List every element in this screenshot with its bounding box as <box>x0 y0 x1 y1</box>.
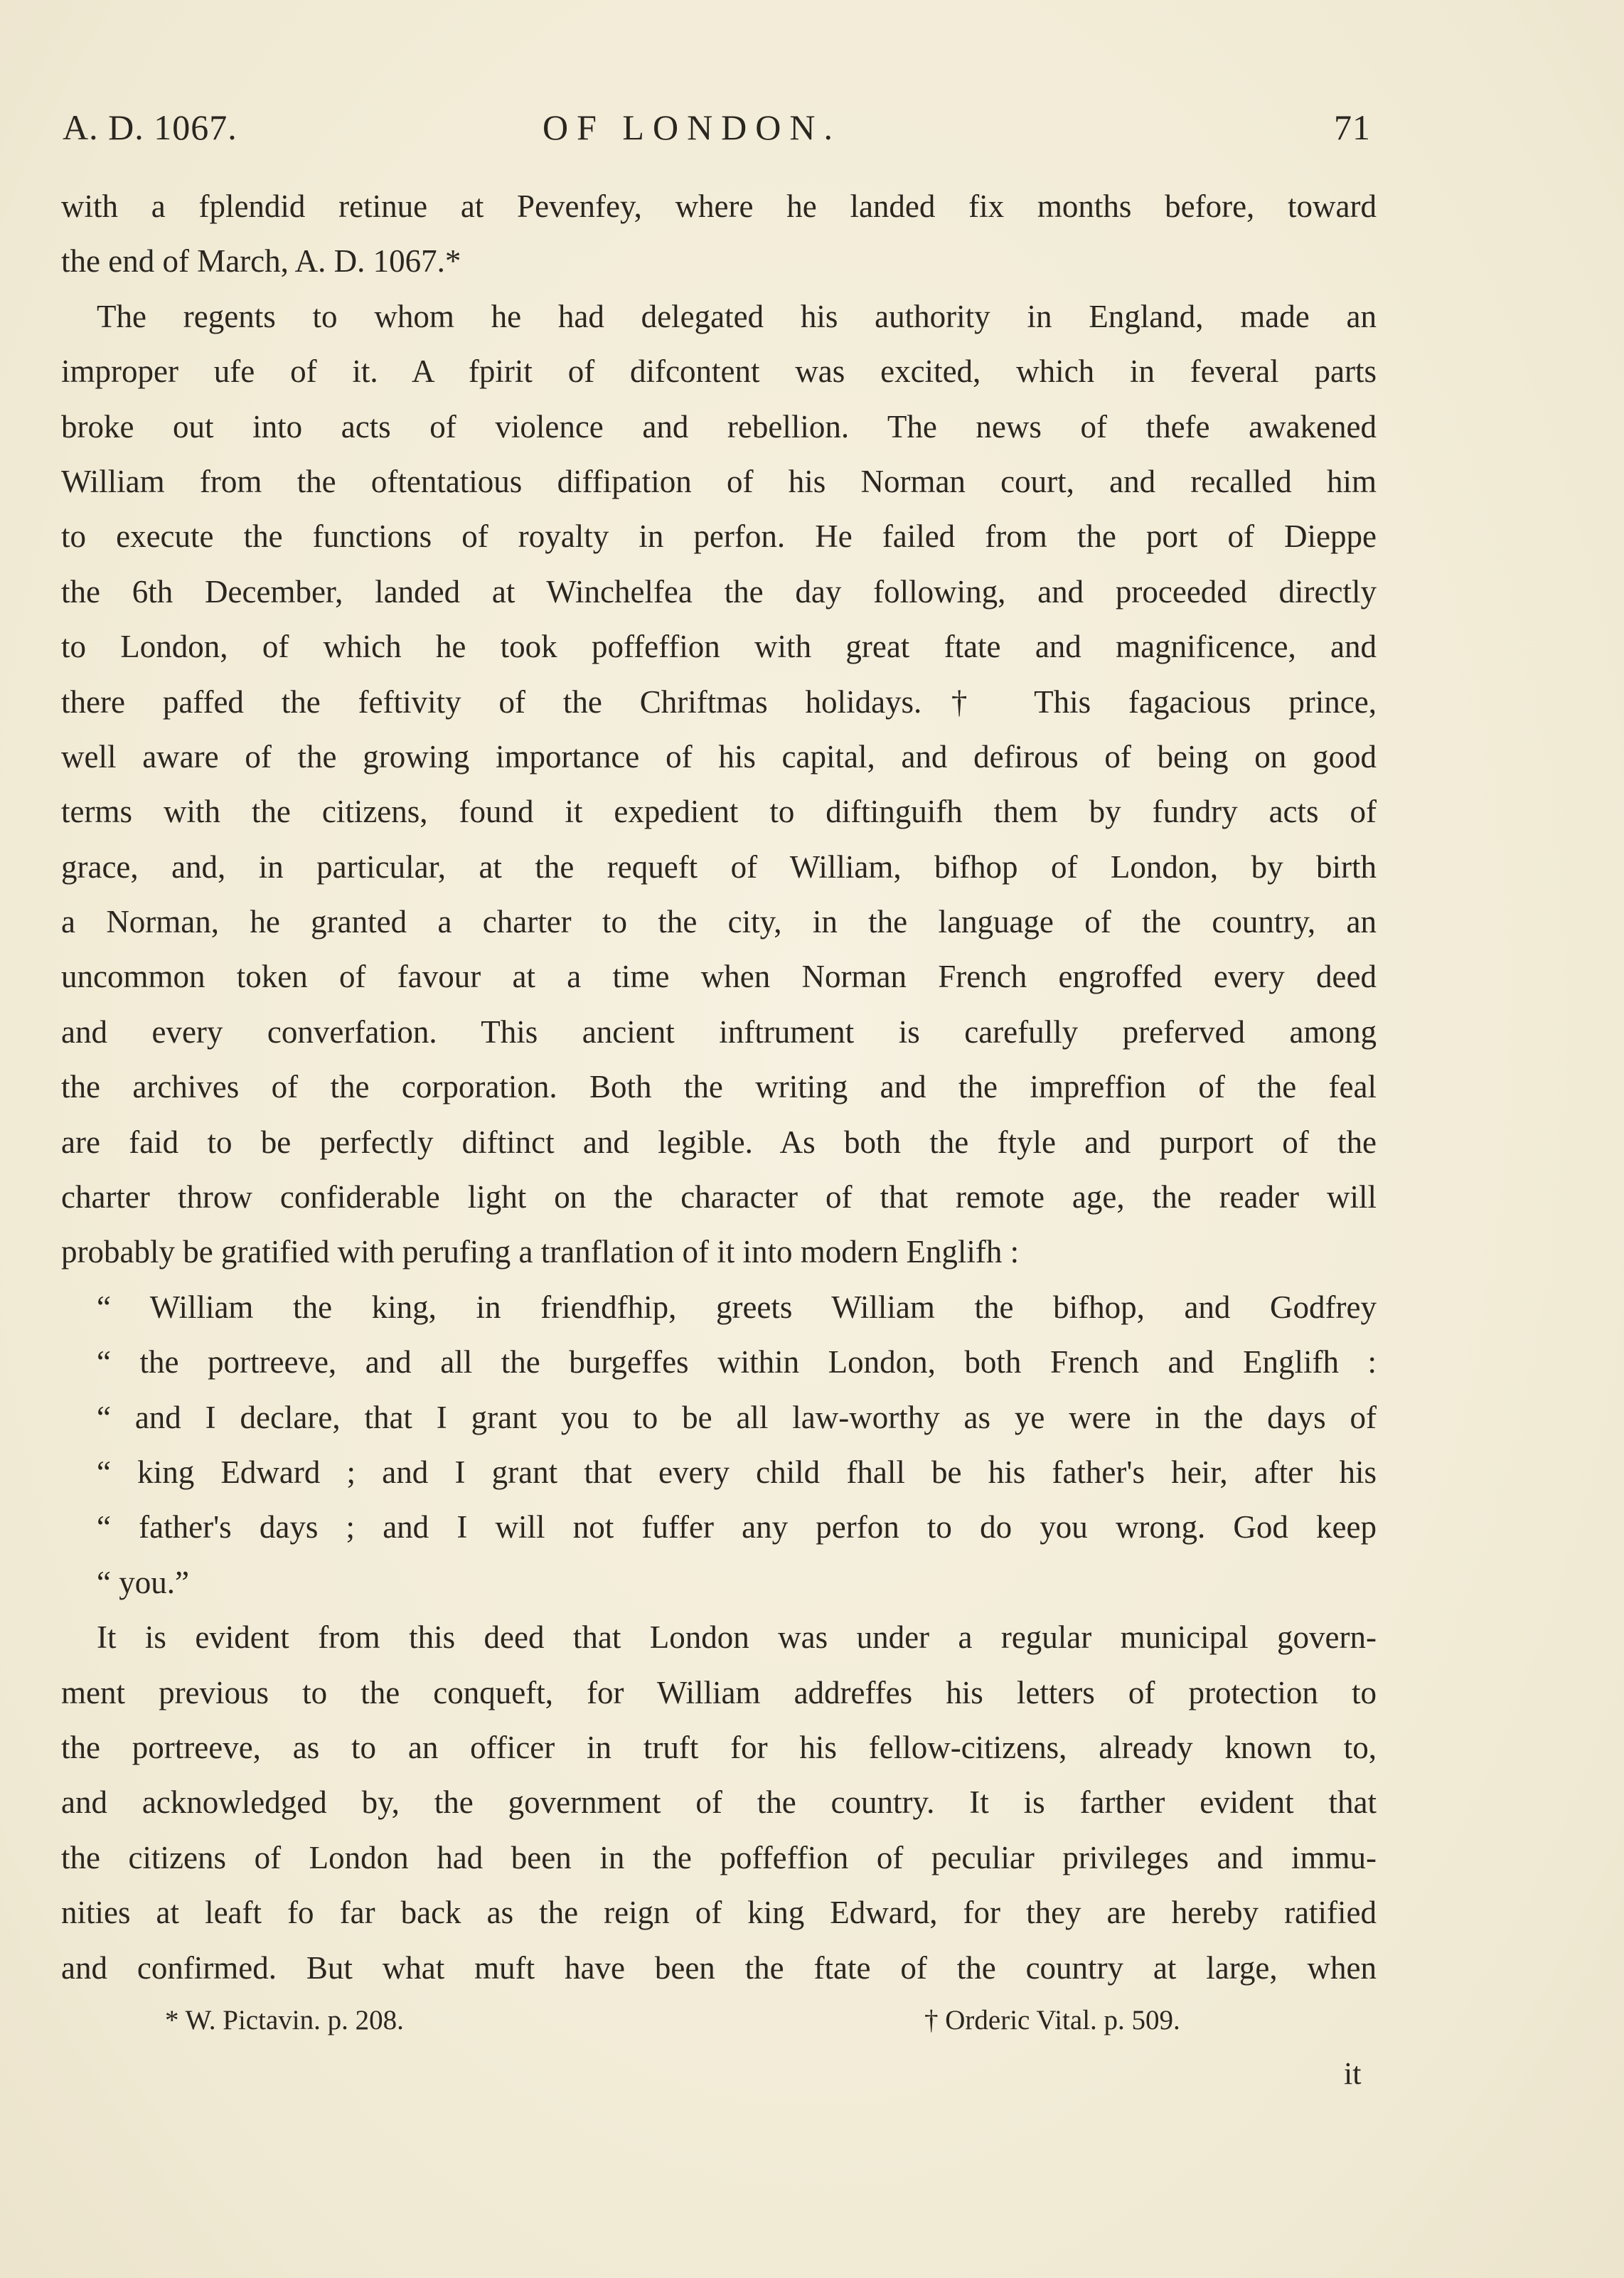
text-line: the archives of the corporation. Both the writing and the impreffion of the feal <box>61 1069 1377 1105</box>
quote-line: “ the portreeve, and all the burgeffes within London, both French and Englifh : <box>97 1344 1377 1380</box>
text-line: a Norman, he granted a charter to the city, in the language of the country, an <box>61 904 1377 940</box>
text-line: well aware of the growing importance of his capital, and defirous of being on good <box>61 738 1377 775</box>
page-number: 71 <box>1334 107 1371 147</box>
running-header <box>63 107 1371 164</box>
text-line: the end of March, A. D. 1067.* <box>61 243 461 280</box>
footnotes <box>0 2004 1624 2047</box>
text-line: ment previous to the conqueft, for William addreffes his letters of protection to <box>61 1674 1377 1710</box>
text-line: grace, and, in particular, at the requeft of William, bifhop of London, by birth <box>61 848 1377 885</box>
text-line: nities at leaft fo far back as the reign of king Edward, for they are hereby ratified <box>61 1895 1377 1931</box>
text-line: the citizens of London had been in the poffeffion of peculiar privileges and immu- <box>61 1839 1377 1875</box>
text-line: improper ufe of it. A fpirit of difcontent was excited, which in feveral parts <box>61 353 1377 390</box>
header-date: A. D. 1067. <box>63 107 237 147</box>
footnote-orderic: † Orderic Vital. p. 509. <box>924 2005 1180 2035</box>
header-title: OF LONDON. <box>543 107 841 147</box>
text-line: uncommon token of favour at a time when Norman French engroffed every deed <box>61 959 1377 995</box>
quote-line: “ father's days ; and I will not fuffer any perfon to do you wrong. God keep <box>97 1509 1377 1545</box>
text-line: probably be gratified with perufing a tranflation of it into modern Englifh : <box>61 1234 1020 1270</box>
quote-line: “ king Edward ; and I grant that every child fhall be his father's heir, after his <box>97 1454 1377 1490</box>
footnote-pictavin: * W. Pictavin. p. 208. <box>165 2005 404 2035</box>
text-line: are faid to be perfectly diftinct and legible. As both the ftyle and purport of the <box>61 1124 1377 1160</box>
text-line: and every converfation. This ancient inftrument is carefully preferved among <box>61 1013 1377 1050</box>
text-line: The regents to whom he had delegated his authority in England, made an <box>97 298 1377 334</box>
quote-line: “ and I declare, that I grant you to be all law-worthy as ye were in the days of <box>97 1399 1377 1435</box>
text-line: to execute the functions of royalty in perfon. He failed from the port of Dieppe <box>61 518 1377 555</box>
text-line: the 6th December, landed at Winchelfea the day following, and proceeded directly <box>61 573 1377 610</box>
text-line: It is evident from this deed that London was under a regular municipal govern- <box>97 1619 1377 1656</box>
text-line: there paffed the feftivity of the Chriftmas holidays.† This fagacious prince, <box>61 683 1377 720</box>
text-line: terms with the citizens, found it expedient to diftinguifh them by fundry acts of <box>61 794 1377 830</box>
text-line: William from the oftentatious diffipation of his Norman court, and recalled him <box>61 463 1377 499</box>
text-line: and acknowledged by, the government of the country. It is farther evident that <box>61 1784 1377 1821</box>
text-line: broke out into acts of violence and rebellion. The news of thefe awakened <box>61 408 1377 445</box>
text-line: the portreeve, as to an officer in truft for his fellow-citizens, already known to, <box>61 1729 1377 1765</box>
text-line: and confirmed. But what muft have been the ftate of the country at large, when <box>61 1949 1377 1986</box>
catchword: it <box>1344 2056 1362 2091</box>
text-line: charter throw confiderable light on the character of that remote age, the reader will <box>61 1179 1377 1215</box>
text-line: to London, of which he took poffeffion with great ftate and magnificence, and <box>61 629 1377 665</box>
text-line: with a fplendid retinue at Pevenfey, where he landed fix months before, toward <box>61 188 1377 224</box>
quote-line: “ you.” <box>97 1564 189 1600</box>
body-text <box>61 179 1377 1996</box>
quote-line: “ William the king, in friendfhip, greets William the bifhop, and Godfrey <box>97 1289 1377 1325</box>
